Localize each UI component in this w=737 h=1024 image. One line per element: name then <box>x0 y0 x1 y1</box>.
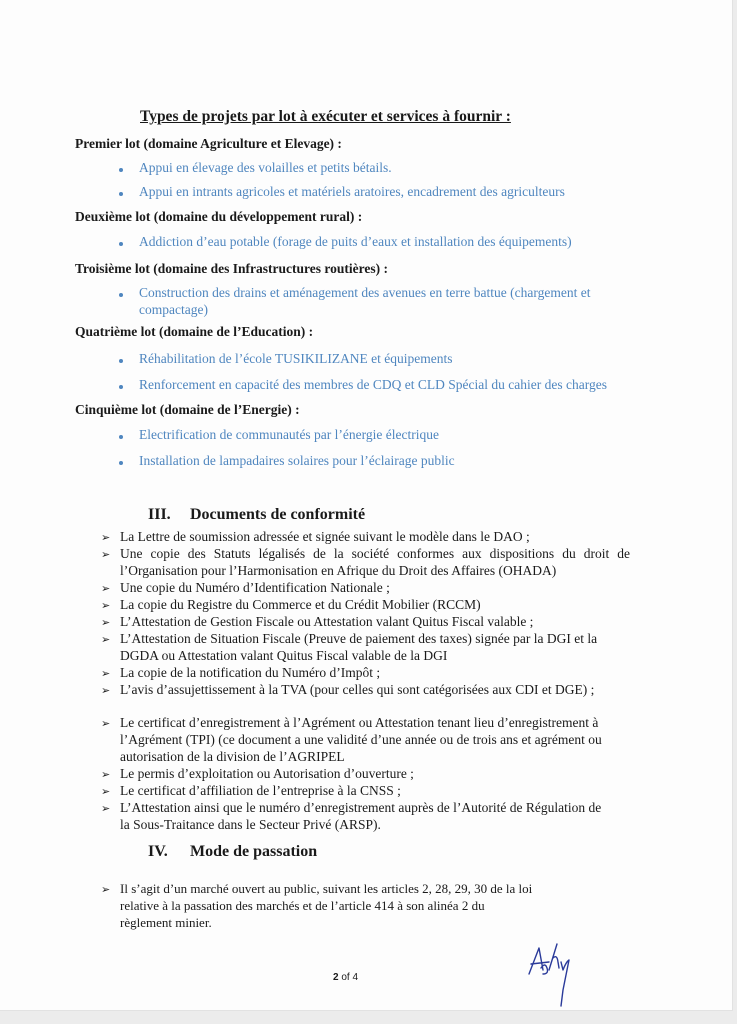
doc-line: DGDA ou Attestation valant Quitus Fiscal valable de la DGI <box>120 648 448 663</box>
bullet-dot-icon <box>119 359 123 363</box>
section-3-heading <box>148 506 365 524</box>
arrow-bullet-icon: ➢ <box>101 634 111 646</box>
page-total: 4 <box>352 972 359 983</box>
doc-line: la Sous-Traitance dans le Secteur Privé (ARSP). <box>120 817 381 832</box>
page-heading: Types de projets par lot à exécuter et services à fournir : <box>140 108 511 125</box>
lot-3-item-1: Construction des drains et aménagement des avenues en terre battue (chargement et <box>139 285 591 300</box>
doc-line: Le certificat d’affiliation de l’entreprise à la CNSS ; <box>120 783 401 798</box>
doc-line: Le permis d’exploitation ou Autorisation d’ouverture ; <box>120 766 414 781</box>
doc-line: L’Attestation ainsi que le numéro d’enregistrement auprès de l’Autorité de Régulation de <box>120 800 602 815</box>
doc-line: Une copie du Numéro d’Identification Nationale ; <box>120 580 390 595</box>
lot-2-item-1: Addiction d’eau potable (forage de puits d’eaux et installation des équipements) <box>139 234 572 249</box>
arrow-bullet-icon: ➢ <box>101 786 111 798</box>
lot-4-label: Quatrième lot (domaine de l’Education) : <box>75 324 314 339</box>
lot-2-label: Deuxième lot (domaine du développement rural) : <box>75 209 363 224</box>
bullet-dot-icon <box>119 242 123 246</box>
passation-line: relative à la passation des marchés et de l’article 414 à son alinéa 2 du <box>120 898 485 913</box>
arrow-bullet-icon: ➢ <box>101 600 111 612</box>
bullet-dot-icon <box>119 385 123 389</box>
lot-3-item-1-cont: compactage) <box>139 302 208 317</box>
section-4-number: IV. <box>148 843 168 860</box>
arrow-bullet-icon: ➢ <box>101 685 111 697</box>
doc-line: La Lettre de soumission adressée et signée suivant le modèle dans le DAO ; <box>120 529 530 544</box>
doc-line: l’Organisation pour l’Harmonisation en Afrique du Droit des Affaires (OHADA) <box>120 563 557 578</box>
doc-line: La copie de la notification du Numéro d’Impôt ; <box>120 665 381 680</box>
bullet-dot-icon <box>119 168 123 172</box>
page-current: 2 <box>333 972 339 983</box>
lot-3-label: Troisième lot (domaine des Infrastructures routières) : <box>75 261 388 276</box>
lot-5-item-1: Electrification de communautés par l’énergie électrique <box>139 427 439 442</box>
lot-4-item-1: Réhabilitation de l’école TUSIKILIZANE et équipements <box>139 351 453 366</box>
bullet-dot-icon <box>119 293 123 297</box>
bullet-dot-icon <box>119 461 123 465</box>
doc-line: L’avis d’assujettissement à la TVA (pour celles qui sont catégorisées aux CDI et DGE) ; <box>120 682 595 697</box>
doc-line: L’Attestation de Situation Fiscale (Preuve de paiement des taxes) signée par la DGI et la <box>120 631 598 646</box>
lot-1-label: Premier lot (domaine Agriculture et Elevage) : <box>75 136 342 151</box>
lot-4-item-2: Renforcement en capacité des membres de CDQ et CLD Spécial du cahier des charges <box>139 377 607 392</box>
section-3-number: III. <box>148 506 171 523</box>
arrow-bullet-icon: ➢ <box>101 884 111 896</box>
page-number <box>333 972 358 983</box>
doc-line: Une copie des Statuts légalisés de la société conformes aux dispositions du droit de <box>120 546 630 561</box>
section-4-title: Mode de passation <box>190 843 318 860</box>
passation-line: règlement minier. <box>120 915 212 930</box>
doc-line: La copie du Registre du Commerce et du Crédit Mobilier (RCCM) <box>120 597 481 612</box>
arrow-bullet-icon: ➢ <box>101 803 111 815</box>
lot-1-item-2: Appui en intrants agricoles et matériels aratoires, encadrement des agriculteurs <box>139 184 565 199</box>
lot-5-item-2: Installation de lampadaires solaires pour l’éclairage public <box>139 453 455 468</box>
doc-line: L’Attestation de Gestion Fiscale ou Attestation valant Quitus Fiscal valable ; <box>120 614 534 629</box>
signature-icon <box>525 940 575 1010</box>
arrow-bullet-icon: ➢ <box>101 532 111 544</box>
arrow-bullet-icon: ➢ <box>101 769 111 781</box>
doc-line: l’Agrément (TPI) (ce document a une validité d’une année ou de trois ans et agrément ou <box>120 732 602 747</box>
bullet-dot-icon <box>119 435 123 439</box>
arrow-bullet-icon: ➢ <box>101 668 111 680</box>
lot-1-item-1: Appui en élevage des volailles et petits bétails. <box>139 160 392 175</box>
passation-line: Il s’agit d’un marché ouvert au public, suivant les articles 2, 28, 29, 30 de la loi <box>120 881 533 896</box>
arrow-bullet-icon: ➢ <box>101 549 111 561</box>
page-sep: of <box>341 972 350 983</box>
section-3-title: Documents de conformité <box>190 506 366 523</box>
lot-5-label: Cinquième lot (domaine de l’Energie) : <box>75 402 300 417</box>
arrow-bullet-icon: ➢ <box>101 617 111 629</box>
arrow-bullet-icon: ➢ <box>101 583 111 595</box>
doc-line: Le certificat d’enregistrement à l’Agrément ou Attestation tenant lieu d’enregistrement à <box>120 715 599 730</box>
bullet-dot-icon <box>119 192 123 196</box>
doc-line: autorisation de la division de l’AGRIPEL <box>120 749 345 764</box>
arrow-bullet-icon: ➢ <box>101 718 111 730</box>
section-4-heading <box>148 843 317 861</box>
